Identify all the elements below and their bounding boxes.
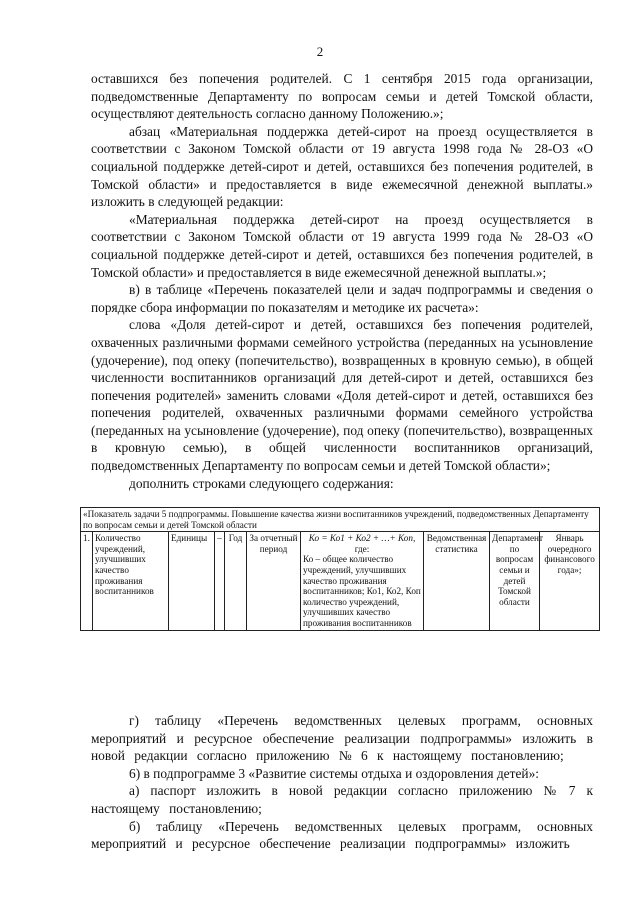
- lower-text: [91, 712, 593, 853]
- deadline-cell: Январь очередного финансового года»;: [540, 532, 600, 630]
- dash-cell: –: [215, 532, 225, 630]
- method-cell: [301, 532, 424, 630]
- lower-paragraph-4: б) таблицу «Перечень ведомственных целевых программ, основных мероприятий и ресурсное обеспечение реализации подпрограммы» изложить: [91, 818, 593, 852]
- paragraph-4: в) в таблице «Перечень показателей цели и задач подпрограммы и сведения о порядке сбора информации по показателям и методике их расчета»:: [91, 282, 593, 315]
- lower-paragraph-3: а) паспорт изложить в новой редакции согласно приложению № 7 к настоящему постановлению;: [91, 783, 593, 816]
- unit-cell: Единицы: [169, 532, 215, 630]
- page-number: 2: [316, 44, 324, 59]
- lower-paragraph-1: г) таблицу «Перечень ведомственных целевых программ, основных мероприятий и ресурсное обеспечение реализации подпрограммы» изложить в новой редакции согласно приложению № 6 к настоящему постановлению;: [91, 713, 593, 764]
- method-text: Ко – общее количество учреждений, улучшивших качество проживания воспитанников; Ко1, Ко2, Коп количество учреждений, улучшивших качество проживания воспитанников: [303, 554, 421, 628]
- body-text: [91, 70, 593, 492]
- period-cell: За отчетный период: [247, 532, 301, 630]
- paragraph-6: дополнить строками следующего содержания:: [129, 475, 394, 491]
- formula-where: где:: [354, 543, 370, 554]
- indicator-cell: Количество учреждений, улучшивших качество проживания воспитанников: [93, 532, 169, 630]
- paragraph-1: оставшихся без попечения родителей. С 1 сентября 2015 года организации, подведомственные Департаменту по вопросам семьи и детей Томской области, осуществляют деятельность согласно данному Положению.»;: [91, 71, 593, 122]
- lower-paragraph-2: 6) в подпрограмме 3 «Развитие системы отдыха и оздоровления детей»:: [129, 765, 539, 781]
- indicator-table: [80, 507, 600, 631]
- indicator-table-wrapper: [80, 507, 599, 631]
- table-row: [81, 532, 600, 630]
- table-header: «Показатель задачи 5 подпрограммы. Повышение качества жизни воспитанников учреждений, подведомственных Департаменту по вопросам семьи и детей Томской области: [81, 508, 600, 532]
- formula: Ко = Ко1 + Ко2 + …+ Коп,: [308, 533, 416, 544]
- paragraph-3: «Материальная поддержка детей-сирот на проезд осуществляется в соответствии с Законом Томской области от 19 августа 1999 года № 28-ОЗ «О социальной поддержке детей-сирот и детей, оставшихся без попечения родителей, в Томской области» и предоставляется в виде ежемесячной денежной выплаты.»;: [91, 211, 593, 280]
- table-header-row: [81, 508, 600, 532]
- paragraph-5: слова «Доля детей-сирот и детей, оставшихся без попечения родителей, охваченных различными формами семейного устройства (переданных на усыновление (удочерение), под опеку (попечительство), возвращенных в кровную семью), в общей численности воспитанников организаций для детей-сирот и детей, оставшихся без попечения родителей» заменить словами «Доля детей-сирот и детей, оставшихся без попечения родителей, охваченных различными формами семейного устройства (переданных на усыновление (удочерение), под опеку (попечительство), возвращенных в кровную семью), в общей численности воспитанников организаций, подведомственных Департаменту по вопросам семьи и детей Томской области»;: [91, 317, 593, 474]
- source-cell: Ведомственная статистика: [424, 532, 490, 630]
- paragraph-2: абзац «Материальная поддержка детей-сирот на проезд осуществляется в соответствии с Законом Томской области от 19 августа 1998 года № 28-ОЗ «О социальной поддержке детей-сирот и детей, оставшихся без попечения родителей, в Томской области» и предоставляется в виде ежемесячной денежной выплаты.» изложить в следующей редакции:: [91, 123, 593, 210]
- year-cell: Год: [225, 532, 247, 630]
- responsible-cell: Департамент по вопросам семьи и детей Томской области: [490, 532, 540, 630]
- row-number: 1.: [81, 532, 93, 630]
